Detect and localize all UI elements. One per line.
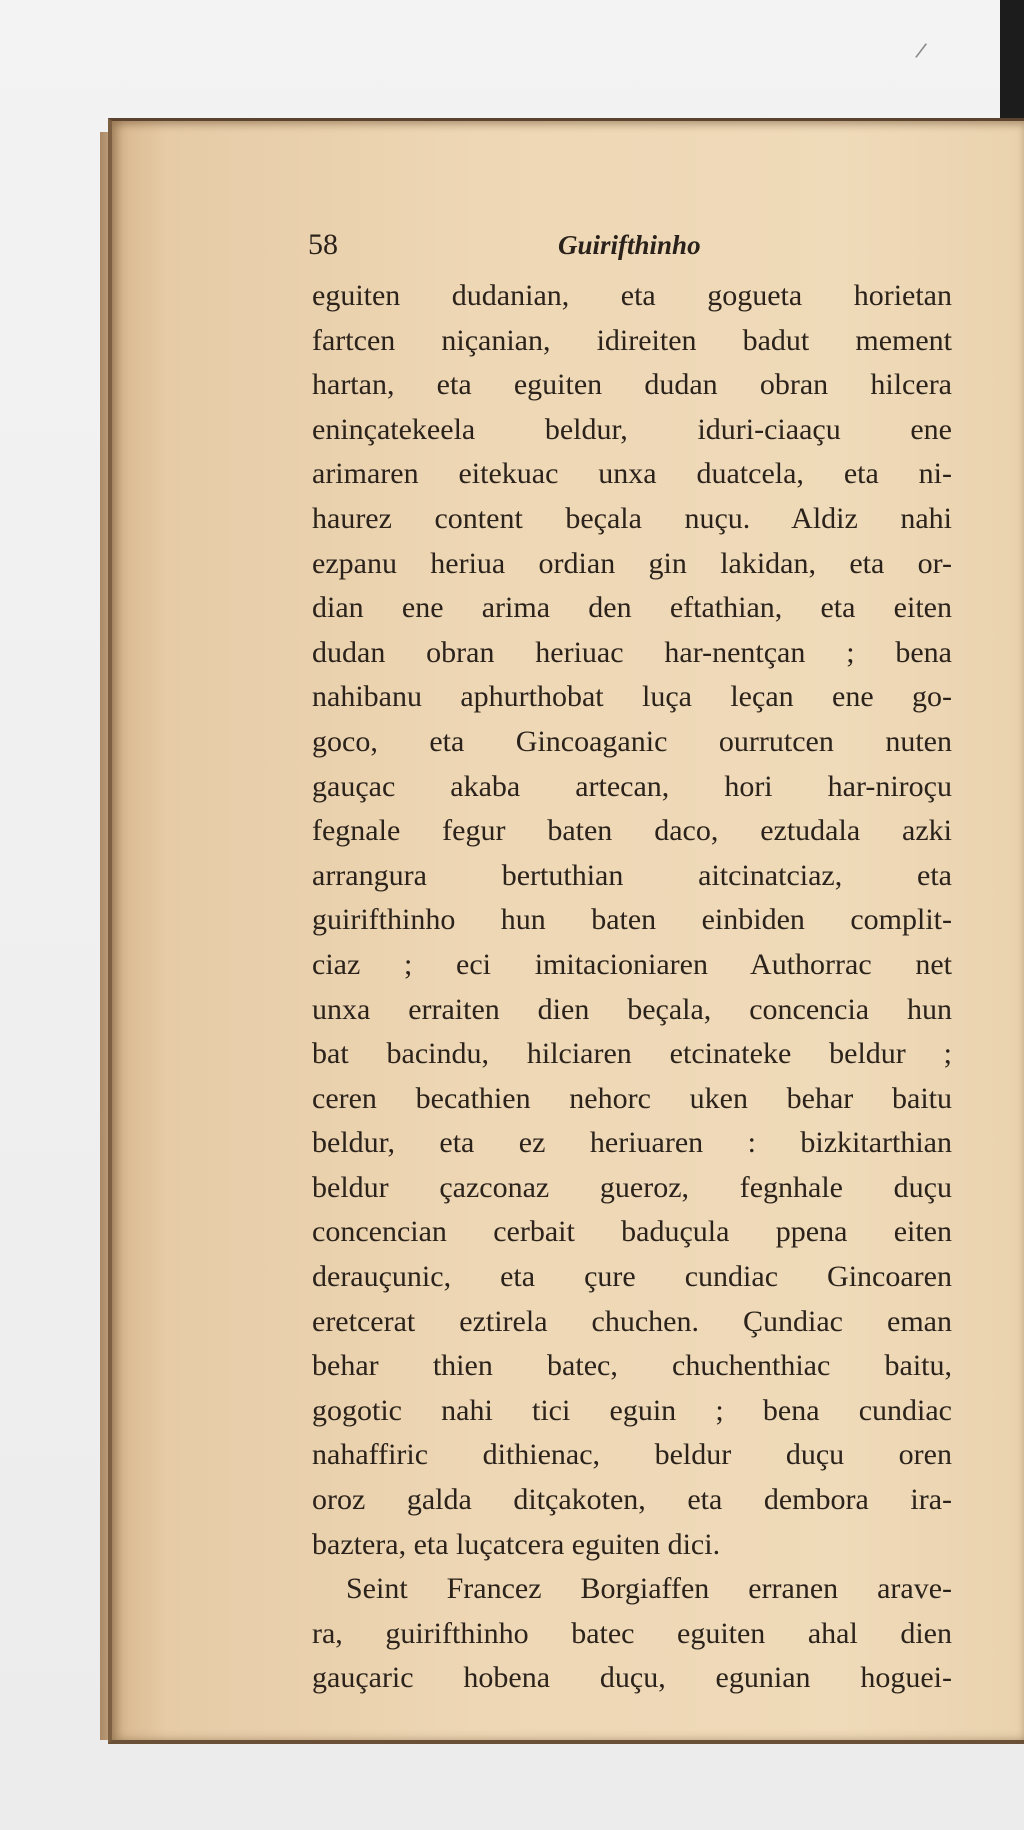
text-line: eninçatekeela beldur, iduri-ciaaçu ene bbox=[312, 412, 952, 446]
text-line: goco, eta Gincoaganic ourrutcen nuten bbox=[312, 724, 952, 758]
text-line: ra, guirifthinho batec eguiten ahal dien bbox=[312, 1616, 952, 1650]
text-line: ciaz ; eci imitacioniaren Authorrac net bbox=[312, 947, 952, 981]
text-line: fartcen niçanian, idireiten badut mement bbox=[312, 323, 952, 357]
text-line: oroz galda ditçakoten, eta dembora ira- bbox=[312, 1483, 952, 1517]
text-line: nahaffiric dithienac, beldur duçu oren bbox=[312, 1438, 952, 1472]
text-line: haurez content beçala nuçu. Aldiz nahi bbox=[312, 501, 952, 535]
text-line: hartan, eta eguiten dudan obran hilcera bbox=[312, 368, 952, 402]
text-line: arrangura bertuthian aitcinatciaz, eta bbox=[312, 858, 952, 892]
text-line: gogotic nahi tici eguin ; bena cundiac bbox=[312, 1393, 952, 1427]
text-line: eretcerat eztirela chuchen. Çundiac eman bbox=[312, 1304, 952, 1338]
text-line: arimaren eitekuac unxa duatcela, eta ni- bbox=[312, 457, 952, 491]
text-line: concencian cerbait baduçula ppena eiten bbox=[312, 1215, 952, 1249]
text-line: bat bacindu, hilciaren etcinateke beldur ; bbox=[312, 1037, 952, 1071]
text-line: beldur çazconaz gueroz, fegnhale duçu bbox=[312, 1170, 952, 1204]
text-line: nahibanu aphurthobat luça leçan ene go- bbox=[312, 680, 952, 714]
text-line: beldur, eta ez heriuaren : bizkitarthian bbox=[312, 1126, 952, 1160]
text-line: gauçaric hobena duçu, egunian hoguei- bbox=[312, 1661, 952, 1695]
text-line: behar thien batec, chuchenthiac baitu, bbox=[312, 1349, 952, 1383]
running-title: Guirifthinho bbox=[558, 230, 701, 260]
text-line: ceren becathien nehorc uken behar baitu bbox=[312, 1081, 952, 1115]
text-line: gauçac akaba artecan, hori har-niroçu bbox=[312, 769, 952, 803]
text-line: baztera, eta luçatcera eguiten dici. bbox=[312, 1527, 721, 1561]
pencil-mark: / bbox=[914, 37, 929, 63]
text-line: eguiten dudanian, eta gogueta horietan bbox=[312, 279, 952, 312]
text-line: derauçunic, eta çure cundiac Gincoaren bbox=[312, 1260, 952, 1294]
body-text bbox=[312, 274, 952, 1701]
text-line: unxa erraiten dien beçala, concencia hun bbox=[312, 992, 952, 1026]
adjacent-page-edge bbox=[1000, 0, 1024, 135]
text-line: dudan obran heriuac har-nentçan ; bena bbox=[312, 635, 952, 669]
text-line: ezpanu heriua ordian gin lakidan, eta or- bbox=[312, 546, 952, 580]
text-line: fegnale fegur baten daco, eztudala azki bbox=[312, 814, 952, 848]
page-number: 58 bbox=[308, 228, 338, 261]
text-line: dian ene arima den eftathian, eta eiten bbox=[312, 591, 952, 625]
running-head bbox=[308, 228, 968, 268]
text-line: Seint Francez Borgiaffen erranen arave- bbox=[346, 1572, 952, 1606]
text-line: guirifthinho hun baten einbiden complit- bbox=[312, 903, 952, 937]
